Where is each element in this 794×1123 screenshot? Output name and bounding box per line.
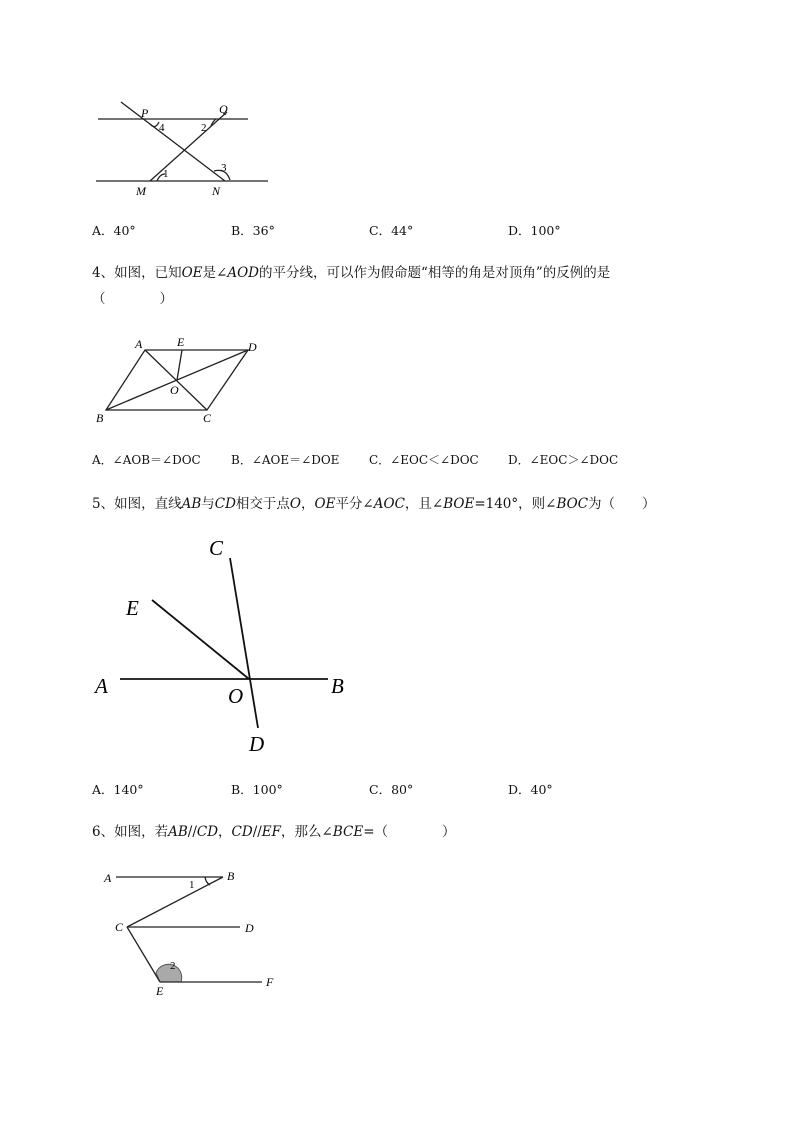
label-C: C — [115, 920, 124, 934]
figure-q3-parallel-lines — [90, 96, 280, 201]
q6-cd2: CD — [231, 824, 253, 840]
q3-options — [92, 221, 692, 241]
q3-option-d[interactable]: D．100° — [508, 223, 561, 238]
q3-option-a[interactable]: A．40° — [92, 223, 136, 238]
q6-stem — [92, 820, 456, 840]
q5-t2: 相交于点 — [235, 496, 290, 512]
q5-ab: AB — [181, 496, 202, 512]
label-D: D — [245, 921, 254, 935]
q5-aoc: AOC — [373, 496, 405, 512]
q4-oe: OE — [181, 265, 203, 281]
label-B: B — [331, 674, 344, 698]
q6-cd: CD — [196, 824, 219, 840]
q3-option-c[interactable]: C．44° — [369, 223, 414, 238]
q4-mid: 是 — [202, 265, 217, 281]
q5-boe: BOE — [443, 496, 475, 512]
q6-t1: // — [187, 824, 197, 840]
q5-t6: =140°，则∠ — [474, 496, 557, 512]
q6-t4: ，那么∠ — [281, 824, 333, 840]
label-Q: Q — [219, 102, 228, 116]
label-C: C — [203, 411, 212, 425]
q5-o: O — [289, 496, 301, 512]
q4-options — [92, 451, 692, 471]
q5-t3: ， — [301, 496, 315, 512]
q5-options — [92, 780, 692, 800]
q6-ef: EF — [261, 824, 282, 840]
q6-bce: BCE — [332, 824, 364, 840]
q5-t4: 平分∠ — [335, 496, 374, 512]
q4-option-c[interactable]: C．∠EOC＜∠DOC — [369, 453, 479, 467]
q4-stem — [92, 261, 610, 281]
q4-prefix: 4、如图，已知 — [92, 265, 182, 281]
label-angle-1: 1 — [163, 168, 169, 180]
q6-t5: =（ ） — [363, 824, 456, 840]
q5-boc: BOC — [556, 496, 589, 512]
label-O: O — [228, 684, 244, 708]
label-M: M — [136, 184, 146, 198]
q5-stem — [92, 492, 656, 512]
q4-answer-paren: （ ） — [92, 291, 173, 307]
q5-option-a[interactable]: A．140° — [92, 782, 144, 797]
label-B: B — [227, 869, 235, 883]
q5-option-c[interactable]: C．80° — [369, 782, 414, 797]
q5-t5: ，且∠ — [404, 496, 444, 512]
q6-t3: // — [252, 824, 262, 840]
figure-q6-parallel-zigzag — [95, 860, 295, 1000]
q5-oe: OE — [314, 496, 336, 512]
label-O: O — [170, 383, 179, 397]
q4-option-a[interactable]: A．∠AOB＝∠DOC — [92, 453, 201, 467]
label-angle-2: 2 — [201, 122, 207, 134]
q4-option-b[interactable]: B．∠AOE＝∠DOE — [231, 453, 340, 467]
q4-option-d[interactable]: D．∠EOC＞∠DOC — [508, 453, 619, 467]
q5-t7: 为（ ） — [588, 496, 656, 512]
q5-prefix: 5、如图，直线 — [92, 496, 182, 512]
label-D: D — [248, 340, 257, 354]
q5-option-d[interactable]: D．40° — [508, 782, 553, 797]
q5-cd: CD — [214, 496, 236, 512]
label-E: E — [126, 596, 139, 620]
label-P: P — [141, 106, 149, 120]
label-E: E — [177, 335, 185, 349]
label-B: B — [96, 411, 104, 425]
figure-q5-intersecting-lines — [90, 530, 360, 760]
q6-prefix: 6、如图，若 — [92, 824, 169, 840]
label-A: A — [135, 337, 143, 351]
figure-q4-parallelogram — [90, 330, 270, 430]
label-C: C — [209, 536, 224, 560]
angle-arc-1 — [205, 877, 210, 885]
label-A: A — [95, 674, 108, 698]
label-F: F — [266, 975, 274, 989]
q3-option-b[interactable]: B．36° — [231, 223, 275, 238]
label-N: N — [212, 184, 221, 198]
q6-ab: AB — [168, 824, 188, 840]
transversal-pn — [121, 102, 225, 181]
label-angle-4: 4 — [159, 122, 165, 134]
q5-t1: 与 — [201, 496, 215, 512]
q5-option-b[interactable]: B．100° — [231, 782, 283, 797]
label-E: E — [156, 984, 164, 998]
ray-oe — [152, 600, 249, 679]
label-angle-3: 3 — [221, 162, 227, 174]
angle-2-shaded-sector — [156, 964, 182, 982]
label-angle-2: 2 — [170, 960, 176, 972]
segment-ce — [127, 927, 160, 982]
label-D: D — [249, 732, 265, 756]
q4-rest: 的平分线，可以作为假命题“相等的角是对顶角”的反例的是 — [258, 265, 611, 281]
q6-t2: ， — [218, 824, 232, 840]
label-angle-1: 1 — [189, 879, 195, 891]
label-A: A — [104, 871, 112, 885]
q4-angle: ∠AOD — [216, 265, 259, 281]
segment-oe — [177, 350, 182, 380]
